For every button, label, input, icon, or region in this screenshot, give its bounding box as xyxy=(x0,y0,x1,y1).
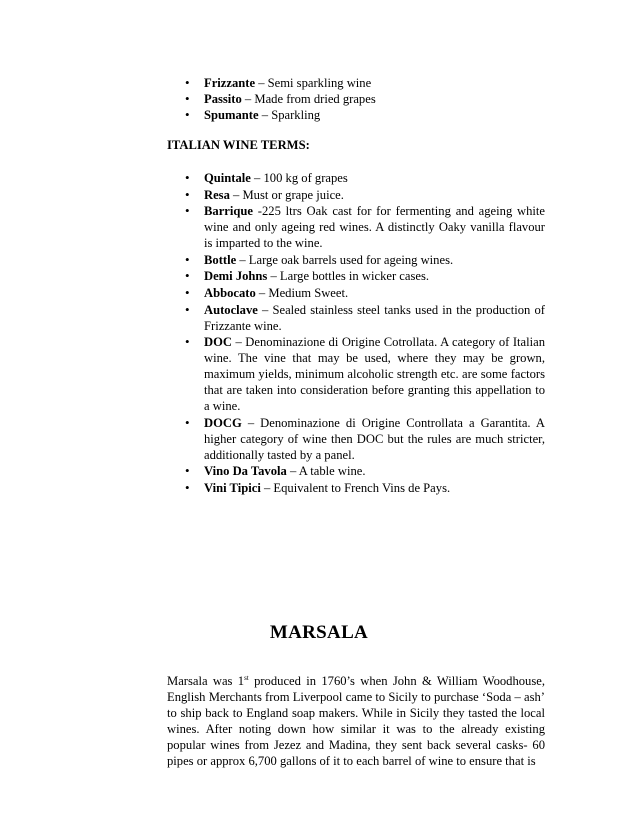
marsala-heading: MARSALA xyxy=(269,622,369,643)
term-description: Must or grape juice. xyxy=(242,187,344,202)
wine-style-list xyxy=(185,75,545,123)
term-separator: – xyxy=(241,92,255,106)
list-item xyxy=(185,334,545,414)
term-separator: – xyxy=(255,76,268,90)
term-label: Spumante xyxy=(204,108,259,122)
term-description: Made from dried grapes xyxy=(254,92,376,106)
term-description: Large bottles in wicker cases. xyxy=(279,269,430,284)
list-item xyxy=(185,75,545,91)
term-description: Denominazione di Origine Cotrollata. A category of Italian wine. The vine that may be used, where they may be grown, maximum yields, minimum alcoholic strength etc. are some factors that are taken into consideration before granting this appellation to a wine. xyxy=(204,335,546,414)
list-item xyxy=(185,480,545,496)
term-separator: – xyxy=(255,285,269,300)
list-item xyxy=(185,302,545,334)
section-heading: ITALIAN WINE TERMS: xyxy=(167,138,310,152)
term-description: Large oak barrels used for ageing wines. xyxy=(248,252,454,267)
term-description: 100 kg of grapes xyxy=(263,171,348,185)
term-separator: – xyxy=(286,464,299,479)
ordinal-superscript: st xyxy=(244,673,249,682)
term-label: Passito xyxy=(204,92,242,106)
term-separator: – xyxy=(236,252,249,267)
list-item xyxy=(185,203,545,251)
list-item xyxy=(185,285,545,301)
term-description: A table wine. xyxy=(298,464,366,479)
term-separator: – xyxy=(260,480,274,495)
term-separator: – xyxy=(267,269,280,284)
term-separator: - xyxy=(252,204,262,219)
term-label: Frizzante xyxy=(204,76,256,90)
term-separator: – xyxy=(241,415,261,430)
list-item xyxy=(185,91,545,107)
list-item xyxy=(185,170,545,186)
list-item xyxy=(185,107,545,123)
term-label: Quintale xyxy=(204,171,251,185)
term-description: Sealed stainless steel tanks used in the production of Frizzante wine. xyxy=(204,302,546,333)
list-item xyxy=(185,463,545,479)
paragraph-rest: produced in 1760’s when John & William Woodhouse, English Merchants from Liverpool came to Sicily to purchase ‘Soda – ash’ to ship back to England soap makers. While in Sicily they tasted the local wines. After noting down how similar it was to the already existing popular wines from Jezez and Madina, they sent back several casks- 60 pipes or approx 6,700 gallons of it to each barrel of wine to ensure that is xyxy=(167,673,545,768)
term-description: Semi sparkling wine xyxy=(267,76,372,90)
term-label: Vini Tipici xyxy=(204,480,261,495)
list-item xyxy=(185,268,545,284)
paragraph-start: Marsala was 1 xyxy=(167,673,245,688)
marsala-paragraph xyxy=(167,673,545,769)
term-label: DOC xyxy=(204,335,232,350)
term-description: Denominazione di Origine Controllata a Garantita. A higher category of wine then DOC but the rules are much stricter, additionally tasted by a panel. xyxy=(204,415,546,462)
list-item xyxy=(185,187,545,203)
term-separator: – xyxy=(258,108,272,122)
term-label: Barrique xyxy=(204,204,253,219)
term-label: Bottle xyxy=(204,252,237,267)
term-label: DOCG xyxy=(204,415,242,430)
term-description: Medium Sweet. xyxy=(268,285,349,300)
term-label: Autoclave xyxy=(204,302,258,317)
term-label: Resa xyxy=(204,187,230,202)
term-separator: – xyxy=(229,187,243,202)
term-label: Abbocato xyxy=(204,285,256,300)
italian-wine-terms-list xyxy=(185,170,545,497)
term-separator: – xyxy=(232,335,246,350)
term-description: 225 ltrs Oak cast for for fermenting and ageing white wine and only ageing red wines. A distinctly Oaky vanilla flavour is imparted to the wine. xyxy=(204,204,546,251)
term-label: Vino Da Tavola xyxy=(204,464,287,479)
term-separator: – xyxy=(250,171,264,185)
term-label: Demi Johns xyxy=(204,269,268,284)
list-item xyxy=(185,415,545,463)
term-description: Sparkling xyxy=(271,108,321,122)
term-description: Equivalent to French Vins de Pays. xyxy=(273,480,451,495)
term-separator: – xyxy=(257,302,273,317)
list-item xyxy=(185,252,545,268)
